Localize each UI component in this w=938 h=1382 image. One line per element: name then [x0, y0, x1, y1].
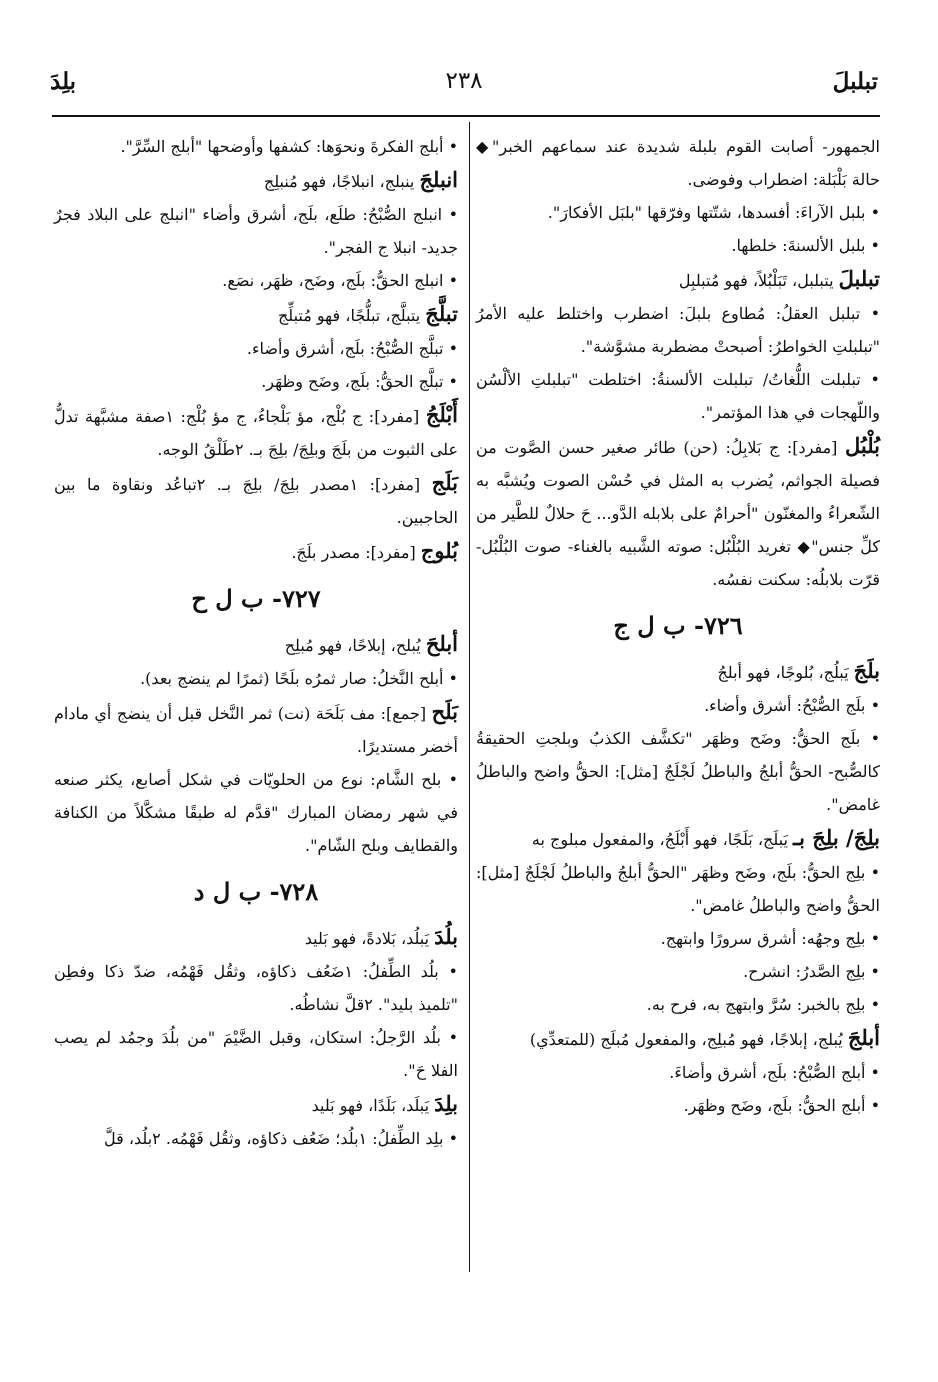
entry-definition: يتبلَّج، تبلُّجًا، فهو مُتبلِّج — [277, 306, 426, 325]
entry-definition: [مفرد]: ج بُلْج، مؤ بَلْجاءُ، ج مؤ بُلْج: ١صفة مشبَّهة تدلُّ على الثبوت من بلَجَ وبلِجَ/ بلِجَ بـ. ٢طَلْقُ الوجه. — [54, 407, 458, 459]
entry-headword: تبلَّجَ — [425, 301, 458, 326]
dictionary-entry — [476, 262, 880, 297]
entry-sense: • أبلج الصُّبْحُ: بلَج، أشرق وأضاءَ. — [669, 1063, 880, 1082]
dictionary-entry — [476, 821, 880, 856]
entry-sense: • تبلَّج الصُّبْحُ: بلَج، أشرق وأضاء. — [246, 339, 458, 358]
entry-sense: • بلِج وجهُه: أشرق سرورًا وابتهج. — [660, 929, 880, 948]
dictionary-entry — [476, 429, 880, 596]
entry-sense: • تبلبل العقلُ: مُطاوع بلبلَ: اضطرب واختلط عليه الأمرُ "تبلبلتِ الخواطرُ: أصبحتْ مضطربة مشوَّشة". — [476, 304, 880, 356]
dictionary-entry — [54, 695, 458, 763]
entry-headword: تبلبلَ — [838, 266, 880, 291]
page-number: ٢٣٨ — [445, 68, 483, 94]
dictionary-entry — [476, 1021, 880, 1056]
dictionary-entry — [54, 1087, 458, 1122]
entry-headword: أبلجَ — [847, 1025, 880, 1050]
entry-sense: الجمهور- أصابت القوم بلبلة شديدة عند سماعهم الخبر"◆ حالة بَلْبَلة: اضطراب وفوضى. — [476, 137, 880, 189]
section-heading: ٧٢٦- ب ل ج — [613, 611, 743, 640]
entry-definition: يتبلبل، تَبَلْبُلاً، فهو مُتبلبِل — [678, 271, 839, 290]
entry-headword: أَبْلَجُ — [425, 402, 459, 427]
dictionary-entry — [54, 534, 458, 569]
section-heading: ٧٢٨- ب ل د — [193, 877, 319, 906]
entry-sense: • بلح الشَّام: نوع من الحلويّات في شكل أصابع، يكثر صنعه في شهر رمضان المبارك "قدَّم له طبقًا مشكَّلاً من الكنافة والقطايف وبلح الشّام". — [54, 770, 458, 855]
entry-sense: • أبلج الحقُّ: بلَج، وضَح وظهَر. — [683, 1096, 880, 1115]
dictionary-entry — [54, 466, 458, 534]
entry-headword: أبلحَ — [425, 631, 458, 656]
dictionary-entry — [54, 627, 458, 662]
entry-sense: • أبلح النَّخلُ: صار ثمرُه بلَحًا (ثمرًا لم ينضج بعد). — [140, 669, 458, 688]
entry-definition: يُبلج، إبلاجًا، فهو مُبلِج، والمفعول مُبلَج (للمتعدِّي) — [529, 1030, 848, 1049]
entry-definition: [جمع]: مف بَلَحَة (نت) ثمر النَّخل قبل أن ينضج أي مادام أخضر مستديرًا. — [54, 704, 458, 756]
entry-definition: يَبلُج، بُلوجًا، فهو أبلجُ — [717, 663, 854, 682]
section-heading: ٧٢٧- ب ل ح — [191, 584, 321, 613]
entry-sense: • بلبل الألسنةَ: خلطها. — [731, 236, 880, 255]
entry-headword: بلُدَ — [434, 924, 458, 949]
entry-sense: • بلُد الطِّفلُ: ١ضَعُف ذكاؤه، وثقُل فَهْمُه، ضدّ ذكا وفطِن "تلميذ بليد". ٢قلَّ نشاطُه. — [54, 962, 458, 1014]
entry-definition: [مفرد]: ج بَلابِلُ: (حن) طائر صغير حسن الصَّوت من فصيلة الجواثم، يُضرب به المثل في حُسْن الصوت ويُشبَّه به الشّعراءُ والمغنّون "أحرامٌ على بلابله الدَّو... حَ حلالٌ للطَّير من كلِّ جنس"◆ تغريد البُلْبُل: صوته الشَّبيه بالغناء- صوت البُلْبُل- قرّت بلابلُه: سكنت نفسُه. — [476, 438, 880, 589]
entry-definition: [مفرد]: مصدر بلَجَ. — [291, 543, 421, 562]
entry-headword: بَلَج — [431, 470, 459, 495]
entry-definition: [مفرد]: ١مصدر بلِجَ/ بلِجَ بـ. ٢تباعُد ونقاوة ما بين الحاجبين. — [54, 475, 458, 527]
entry-sense: • بلَج الحقُّ: وضَح وظهَر "تكشَّف الكذبُ وبلجتِ الحقيقةُ كالصُّبح- الحقُّ أبلجُ والباطلُ لَجْلَجٌ [مثل]: الحقُّ واضح والباطلُ غامض". — [476, 729, 880, 814]
entry-definition: ينبلج، انبلاجًا، فهو مُنبلِج — [263, 172, 420, 191]
entry-definition: يَبلَد، بَلَدًا، فهو بَليد — [311, 1096, 435, 1115]
left-column — [54, 130, 458, 1155]
column-divider — [469, 122, 470, 1272]
entry-sense: • انبلج الحقُّ: بلَج، وضَح، ظهَر، نصَع. — [222, 271, 458, 290]
entry-sense: • بلِج الصَّدرُ: انشرح. — [743, 962, 880, 981]
entry-sense: • بلُد الرَّجلُ: استكان، وقبل الضَّيْمَ "من بلُدَ وجمُد لم يصب الفلا حَ". — [54, 1028, 458, 1080]
dictionary-entry — [54, 398, 458, 466]
header-right-word: تبلبلَ — [832, 68, 878, 95]
entry-sense: • تبلبلت اللُّغاتُ/ تبلبلت الألسنةُ: اختلطت "تبلبلتِ الألْسُن واللّهجات في هذا المؤتمر". — [476, 370, 880, 422]
entry-sense: • بلِج بالخبر: سُرَّ وابتهج به، فرح به. — [646, 995, 880, 1014]
dictionary-entry — [54, 297, 458, 332]
entry-sense: • بلِج الحقُّ: بلَج، وضَح وظهَر "الحقُّ أبلجُ والباطلُ لَجْلَجٌ [مثل]: الحقُّ واضح والباطلُ غامض". — [476, 863, 880, 915]
dictionary-entry — [54, 920, 458, 955]
entry-sense: • بلَج الصُّبْحُ: أشرق وأضاء. — [704, 696, 880, 715]
entry-sense: • تبلَّج الحقُّ: بلَج، وضَح وظهَر. — [261, 372, 458, 391]
page-header — [50, 62, 878, 106]
entry-headword: بلِجَ/ بلِجَ بـ — [793, 825, 880, 850]
entry-sense: • بلِد الطِّفلُ: ١بلُد؛ ضَعُف ذكاؤه، وثقُل فَهْمُه. ٢بلُد، قلَّ — [104, 1129, 458, 1148]
entry-sense: • انبلج الصُّبْحُ: طلَع، بلَج، أشرق وأضاء "انبلج على البلاد فجرٌ جديد- انبلا ج الفجر". — [54, 205, 458, 257]
entry-headword: انبلجَ — [419, 167, 458, 192]
right-column — [476, 130, 880, 1122]
header-rule — [52, 115, 880, 117]
entry-definition: يَبلَج، بَلَجًا، فهو أَبْلَجُ، والمفعول مبلوج به — [531, 830, 793, 849]
entry-definition: يَبلُد، بَلادةً، فهو بَليد — [304, 929, 435, 948]
entry-headword: بُلوج — [420, 538, 458, 563]
entry-sense: • أبلج الفكرةَ ونحوَها: كشفها وأوضحها "أبلج السِّرَّ". — [120, 137, 458, 156]
entry-sense: • بلبل الآراءَ: أفسدها، شتّتها وفرّقها "بلبَل الأفكارَ". — [547, 203, 880, 222]
entry-headword: بلَجَ — [853, 658, 880, 683]
entry-definition: يُبلح، إبلاحًا، فهو مُبلِح — [284, 636, 426, 655]
header-left-word: بلِدَ — [50, 68, 77, 95]
entry-headword: بلِدَ — [434, 1091, 458, 1116]
entry-headword: بُلْبُل — [844, 433, 880, 458]
dictionary-entry — [54, 163, 458, 198]
entry-headword: بَلَح — [431, 699, 458, 724]
dictionary-entry — [476, 654, 880, 689]
